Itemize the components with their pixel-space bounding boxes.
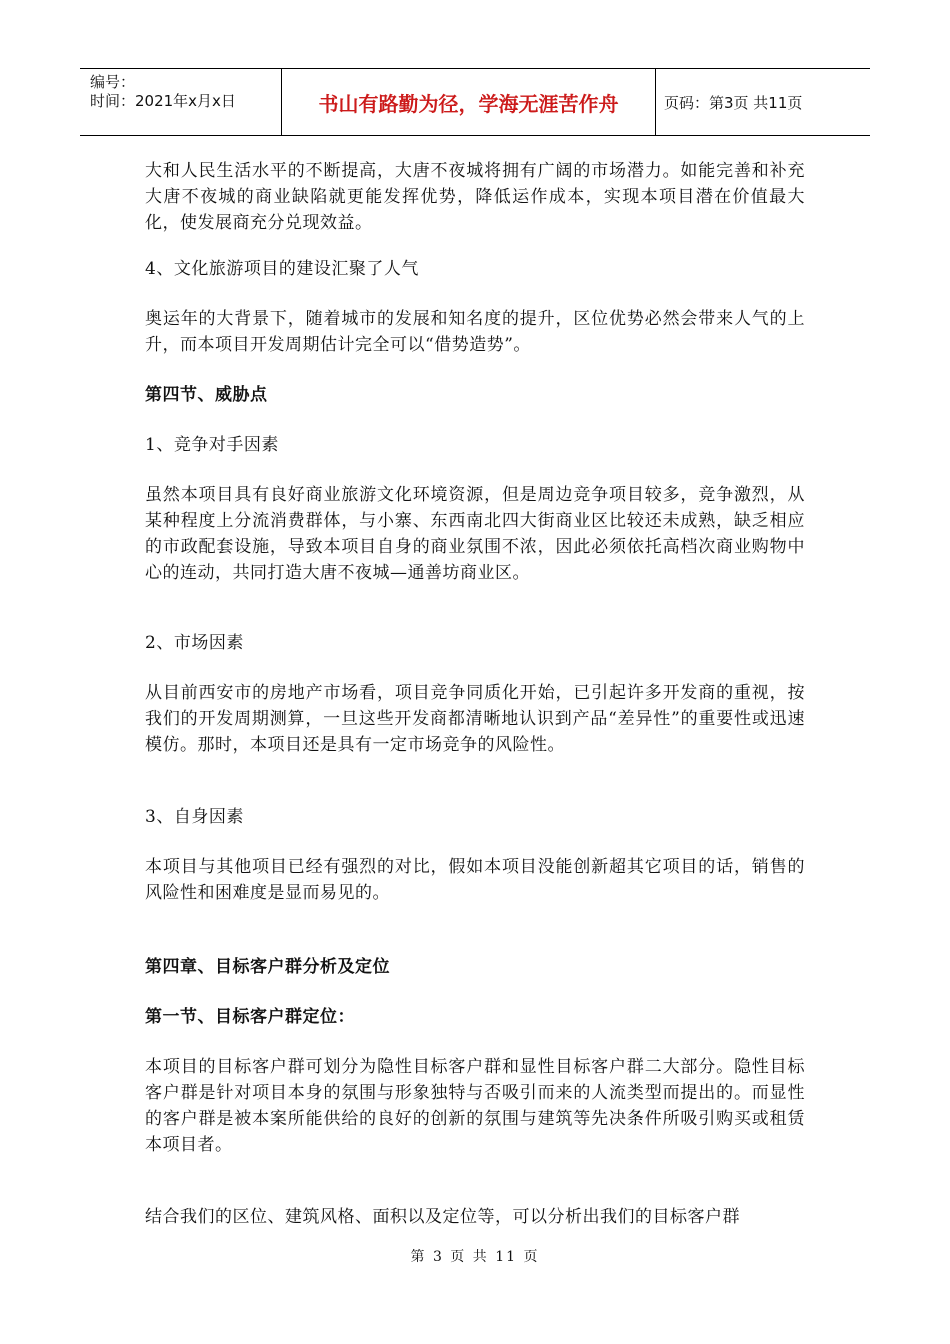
paragraph: 本项目的目标客户群可划分为隐性目标客户群和显性目标客户群二大部分。隐性目标客户群是针对项目本身的氛围与形象独特与否吸引而来的人流类型而提出的。而显性的客户群是被本案所能供给的良好的创新的氛围与建筑等先决条件所吸引购买或租赁本项目者。 xyxy=(145,1057,805,1155)
paragraph: 虽然本项目具有良好商业旅游文化环境资源，但是周边竞争项目较多，竞争激烈，从某种程度上分流消费群体，与小寨、东西南北四大街商业区比较还未成熟，缺乏相应的市政配套设施，导致本项目自身的商业氛围不浓，因此必须依托高档次商业购物中心的连动，共同打造大唐不夜城—通善坊商业区。 xyxy=(145,485,805,583)
chapter-heading: 第四章、目标客户群分析及定位 xyxy=(145,957,390,977)
section-heading: 第四节、威胁点 xyxy=(145,385,268,405)
paragraph: 奥运年的大背景下，随着城市的发展和知名度的提升，区位优势必然会带来人气的上升，而本项目开发周期估计完全可以“借势造势”。 xyxy=(145,309,805,355)
document-number-label: 编号： xyxy=(90,73,136,91)
page-footer: 第 3 页 共 11 页 xyxy=(410,1249,540,1265)
subheading: 1、竞争对手因素 xyxy=(145,435,279,455)
header-meta xyxy=(80,69,282,135)
subheading: 4、文化旅游项目的建设汇聚了人气 xyxy=(145,259,419,279)
paragraph: 从目前西安市的房地产市场看，项目竞争同质化开始，已引起许多开发商的重视，按我们的开发周期测算，一旦这些开发商都清晰地认识到产品“差异性”的重要性或迅速模仿。那时，本项目还是具有一定市场竞争的风险性。 xyxy=(145,683,805,755)
header-motto: 书山有路勤为径，学海无涯苦作舟 xyxy=(282,69,656,135)
subheading: 2、市场因素 xyxy=(145,633,244,653)
header-page-number: 页码：第3页 共11页 xyxy=(664,93,803,112)
paragraph: 本项目与其他项目已经有强烈的对比，假如本项目没能创新超其它项目的话，销售的风险性和困难度是显而易见的。 xyxy=(145,857,805,903)
paragraph: 大和人民生活水平的不断提高，大唐不夜城将拥有广阔的市场潜力。如能完善和补充大唐不夜城的商业缺陷就更能发挥优势，降低运作成本，实现本项目潜在价值最大化，使发展商充分兑现效益。 xyxy=(145,161,805,233)
subheading: 3、自身因素 xyxy=(145,807,244,827)
document-date: 时间：2021年x月x日 xyxy=(90,92,236,110)
paragraph: 结合我们的区位、建筑风格、面积以及定位等，可以分析出我们的目标客户群 xyxy=(145,1207,740,1227)
page-header xyxy=(80,68,870,136)
section-heading: 第一节、目标客户群定位： xyxy=(145,1007,355,1027)
